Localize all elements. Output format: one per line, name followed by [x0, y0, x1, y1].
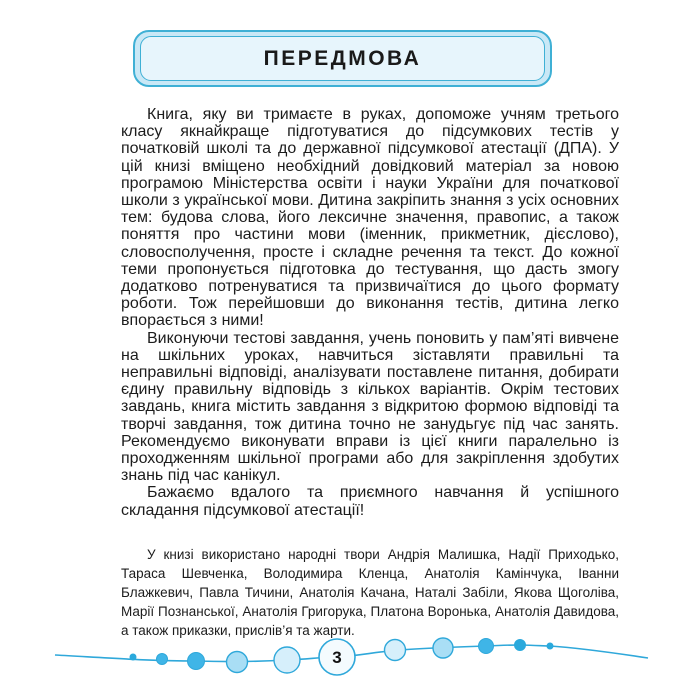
- credits-paragraph: У книзі використано народні твори Андрія Малишка, Надії Приходько, Тараса Шевченка, Володимира Кленца, Анатолія Камінчука, Іванни Блажкевич, Павла Тичини, Анатолія Качана, Наталі Забіли, Якова Щоголіва, Марії Познанської, Анатолія Григорука, Платона Воронька, Анатолія Давидова, а також приказки, прислів’я та жарти.: [121, 546, 619, 638]
- preface-text-block: [121, 106, 619, 640]
- paragraph-2: Виконуючи тестові завдання, учень поновить у пам’яті вивчене на шкільних уроках, навчиться зіставляти правильні та неправильні відповіді, аналізувати поставлене питання, добирати єдину правильну відповідь з кількох варіантів. Окрім тестових завдань, книга містить завдання з відкритою формою відповіді та творчі завдання, тож дитина точно не занудьгує під час занять. Рекомендуємо виконувати вправи із цієї книги паралельно із проходженням шкільної програми або для закріплення здобутих знань під час канікул.: [121, 329, 619, 485]
- preface-title: ПЕРЕДМОВА: [140, 36, 545, 81]
- wave-dot: [227, 652, 248, 673]
- page-number: 3: [332, 648, 342, 667]
- paragraph-1: Книга, яку ви тримаєте в руках, допоможе учням третього класу якнайкраще підготуватися до підсумкових тестів у початковій школі та до державної підсумкової атестації (ДПА). У цій книзі вміщено необхідний довідковий матеріал за новою програмою Міністерства освіти і науки України для початкової школи з української мови. Дитина закріпить знання з усіх основних тем: будова слова, його лексичне значення, правопис, а також поняття про частини мови (іменник, прикметник, дієслово), словосполучення, просте і складне речення та текст. До кожної теми пропонується підготовка до тестування, що дасть змогу додатково потренуватися та призвичаїтися до цього формату роботи. Тож перейшовши до виконання тестів, дитина легко впорається з ними!: [121, 106, 619, 330]
- wave-dot: [479, 639, 494, 654]
- footer-wave-decoration: [0, 630, 700, 690]
- wave-dot: [130, 654, 136, 660]
- preface-title-box: [133, 30, 552, 87]
- wave-dot: [157, 654, 168, 665]
- wave-dot: [433, 638, 453, 658]
- wave-dot: [188, 653, 205, 670]
- wave-dot: [385, 640, 406, 661]
- paragraph-3: Бажаємо вдалого та приємного навчання й успішного складання підсумкової атестації!: [121, 484, 619, 519]
- wave-dot: [547, 643, 553, 649]
- wave-dot: [274, 647, 300, 673]
- wave-dot: [515, 640, 526, 651]
